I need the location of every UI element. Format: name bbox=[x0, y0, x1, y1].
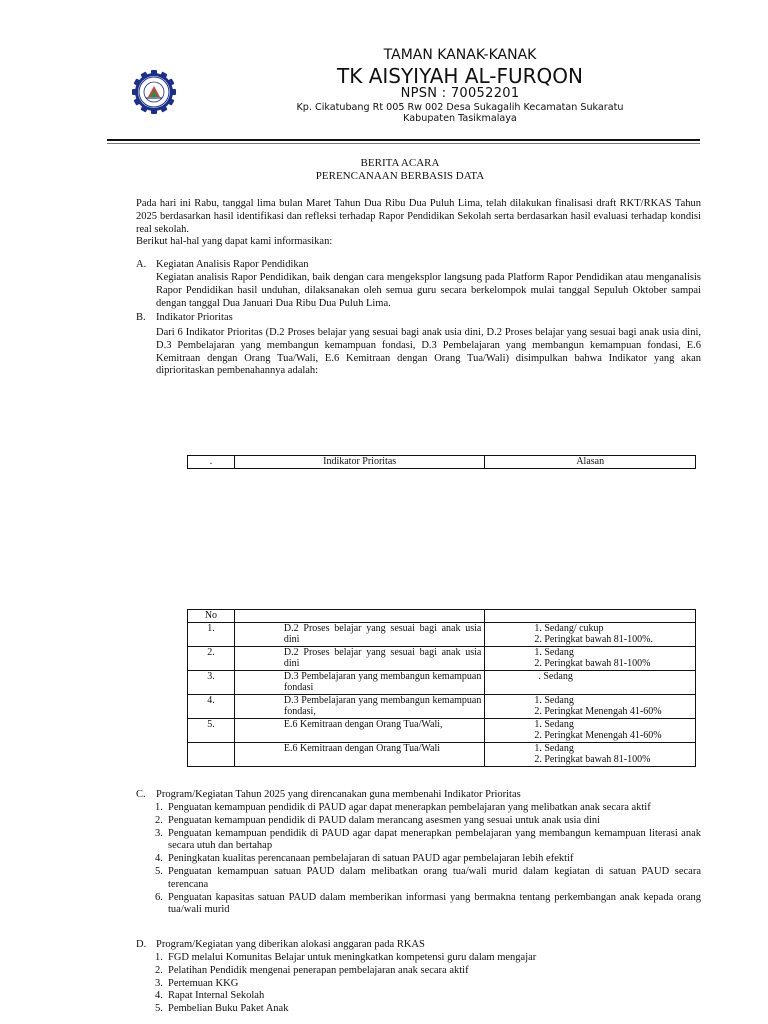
table-cell-reason bbox=[488, 695, 692, 718]
document-subtitle: PERENCANAAN BERBASIS DATA bbox=[315, 170, 485, 182]
list-item-number: 1. bbox=[155, 952, 163, 963]
section-a-title: Kegiatan Analisis Rapor Pendidikan bbox=[156, 259, 309, 270]
list-item-number: 2. bbox=[155, 814, 163, 826]
section-a-body: Kegiatan analisis Rapor Pendidikan, baik dengan cara mengeksplor langsung pada Platform Rapor Pendidikan atau menganalisis Rapor Pendidikan hasil unduhan, dilaksanakan oleh semua guru secara berkelompok mulai tanggal Sepuluh Oktober sampai dengan tanggal Dua Januari Dua Ribu Dua Puluh Lima. bbox=[156, 272, 701, 309]
list-item bbox=[155, 952, 701, 965]
list-item-number: 5. bbox=[155, 1003, 163, 1015]
list-item-text: Penguatan kemampuan pendidik di PAUD agar dapat menerapkan pembelajaran yang membangun kemampuan literasi anak secara utuh dan bertahap bbox=[168, 827, 701, 852]
table-row bbox=[188, 742, 696, 766]
reason-line: 2. Peringkat Menengah 41-60% bbox=[534, 730, 662, 741]
section-b-letter: B. bbox=[136, 312, 146, 323]
header-col-dot: . bbox=[188, 456, 235, 469]
table-row bbox=[188, 718, 696, 742]
list-item bbox=[155, 978, 701, 991]
reason-line: 2. Peringkat Menengah 41-60% bbox=[534, 706, 662, 717]
table-cell-no bbox=[188, 742, 235, 766]
list-item bbox=[155, 892, 701, 918]
table-row bbox=[188, 646, 696, 670]
reason-line: 1. Sedang bbox=[534, 742, 574, 754]
school-address-line2: Kabupaten Tasikmalaya bbox=[403, 113, 517, 124]
document-title: BERITA ACARA bbox=[360, 157, 440, 169]
list-item bbox=[155, 853, 701, 866]
section-c-letter: C. bbox=[136, 789, 146, 800]
table-cell-indicator: D.2 Proses belajar yang sesuai bagi anak usia dini bbox=[283, 622, 482, 645]
table-cell-reason bbox=[488, 623, 692, 646]
list-item-number: 5. bbox=[155, 865, 163, 877]
table-cell-no-header: No bbox=[188, 610, 235, 623]
list-item-text: Rapat Internal Sekolah bbox=[168, 990, 265, 1002]
section-b-body: Dari 6 Indikator Prioritas (D.2 Proses belajar yang sesuai bagi anak usia dini, D.2 Proses belajar yang sesuai bagi anak usia dini, D.3 Pembelajaran yang membangun kemampuan fondasi, D.3 Pembelajaran yang membangun kemampuan fondasi, E.6 Kemitraan dengan Orang Tua/Wali, E.6 Kemitraan dengan Orang Tua/Wali) disimpulkan bahwa Indikator yang akan diprioritaskan pembenahannya adalah: bbox=[156, 327, 701, 377]
table-cell-empty bbox=[485, 610, 696, 623]
header-divider-thin bbox=[107, 143, 700, 144]
table-row bbox=[188, 694, 696, 718]
table-cell-indicator: D.2 Proses belajar yang sesuai bagi anak usia dini bbox=[283, 646, 482, 669]
table-cell-no: 5. bbox=[188, 718, 235, 742]
table-cell-no: 1. bbox=[188, 622, 235, 646]
section-a-letter: A. bbox=[136, 259, 147, 270]
table-cell-reason bbox=[488, 743, 692, 766]
list-item-text: Pembelian Buku Paket Anak bbox=[168, 1003, 289, 1015]
reason-line: 1. Sedang bbox=[534, 694, 574, 706]
section-b-title: Indikator Prioritas bbox=[156, 312, 233, 323]
table-cell-no: 4. bbox=[188, 694, 235, 718]
list-item-text: Peningkatan kualitas perencanaan pembelajaran di satuan PAUD agar pembelajaran lebih efektif bbox=[168, 853, 574, 865]
section-d-list bbox=[155, 952, 701, 1016]
reason-line: 1. Sedang bbox=[534, 646, 574, 658]
list-item-number: 3. bbox=[155, 977, 163, 989]
list-item-text: Pelatihan Pendidik mengenai penerapan pembelajaran anak secara aktif bbox=[168, 964, 469, 976]
school-logo-icon bbox=[128, 66, 180, 118]
list-item bbox=[155, 815, 701, 828]
table-row bbox=[188, 622, 696, 646]
list-item-number: 4. bbox=[155, 853, 163, 865]
list-item-number: 4. bbox=[155, 990, 163, 1002]
section-d-title: Program/Kegiatan yang diberikan alokasi anggaran pada RKAS bbox=[156, 939, 425, 950]
list-item-text: Pertemuan KKG bbox=[168, 977, 239, 989]
list-item-text: Penguatan kemampuan pendidik di PAUD agar dapat menerapkan pembelajaran yang melibatkan anak secara aktif bbox=[168, 802, 651, 813]
section-d-heading bbox=[136, 939, 701, 952]
indicator-table bbox=[187, 609, 696, 767]
list-item-text: Penguatan kemampuan satuan PAUD dalam melibatkan orang tua/wali murid dalam kegiatan di satuan PAUD secara terencana bbox=[168, 865, 701, 890]
school-type: TAMAN KANAK-KANAK bbox=[383, 47, 537, 63]
reason-line: 1. Sedang/ cukup bbox=[534, 622, 604, 634]
table-cell-indicator: E.6 Kemitraan dengan Orang Tua/Wali, bbox=[283, 718, 443, 730]
list-item bbox=[155, 828, 701, 854]
intro-text: Pada hari ini Rabu, tanggal lima bulan Maret Tahun Dua Ribu Dua Puluh Lima, telah dilakukan finalisasi draft RKT/RKAS Tahun 2025 berdasarkan hasil identifikasi dan refleksi terhadap Rapor Pendidikan Sekolah serta berdasarkan hasil evaluasi terhadap kondisi real sekolah. bbox=[136, 198, 701, 235]
reason-line: 2. Peringkat bawah 81-100% bbox=[534, 658, 651, 669]
list-item bbox=[155, 1003, 701, 1016]
intro-followup: Berikut hal-hal yang dapat kami informasikan: bbox=[136, 236, 333, 248]
header-divider bbox=[107, 139, 700, 141]
list-item bbox=[155, 990, 701, 1003]
school-name: TK AISYIYAH AL-FURQON bbox=[337, 64, 583, 88]
list-item-text: Penguatan kemampuan pendidik di PAUD dalam merancang asesmen yang sesuai untuk anak usia dini bbox=[168, 814, 601, 826]
list-item-number: 2. bbox=[155, 964, 163, 976]
list-item bbox=[155, 802, 701, 815]
school-address-line1: Kp. Cikatubang Rt 005 Rw 002 Desa Sukagalih Kecamatan Sukaratu bbox=[296, 102, 624, 113]
table-cell-reason bbox=[488, 671, 692, 683]
table-cell-indicator: D.3 Pembelajaran yang membangun kemampuan fondasi bbox=[283, 670, 482, 693]
table-row bbox=[188, 610, 696, 623]
table-row bbox=[188, 670, 696, 694]
table-cell-indicator: D.3 Pembelajaran yang membangun kemampuan fondasi, bbox=[283, 694, 482, 717]
section-c-list bbox=[155, 802, 701, 917]
table-cell-empty bbox=[234, 610, 484, 623]
list-item-text: FGD melalui Komunitas Belajar untuk meningkatkan kompetensi guru dalam mengajar bbox=[168, 952, 537, 963]
reason-line: . Sedang bbox=[538, 670, 573, 682]
reason-line: 1. Sedang bbox=[534, 718, 574, 730]
list-item bbox=[155, 965, 701, 978]
list-item-text: Penguatan kapasitas satuan PAUD dalam memberikan informasi yang bermakna tentang perkembangan anak kepada orang tua/wali murid bbox=[168, 891, 701, 916]
table-cell-reason bbox=[488, 647, 692, 670]
school-npsn: NPSN : 70052201 bbox=[400, 86, 520, 101]
section-a-heading bbox=[136, 259, 701, 272]
section-c-heading bbox=[136, 789, 701, 802]
section-d-letter: D. bbox=[136, 939, 147, 950]
section-b-heading bbox=[136, 312, 701, 325]
list-item-number: 3. bbox=[155, 827, 163, 839]
table-cell-no: 2. bbox=[188, 646, 235, 670]
table-cell-indicator: E.6 Kemitraan dengan Orang Tua/Wali bbox=[283, 742, 440, 754]
section-c-title: Program/Kegiatan Tahun 2025 yang direncanakan guna membenahi Indikator Prioritas bbox=[156, 789, 521, 800]
intro-paragraph bbox=[136, 198, 701, 249]
table-header-row bbox=[188, 456, 696, 469]
reason-line: 2. Peringkat bawah 81-100%. bbox=[534, 634, 653, 645]
list-item bbox=[155, 866, 701, 892]
indicator-table-header bbox=[187, 455, 696, 469]
table-cell-reason bbox=[488, 719, 692, 742]
header-col-indicator: Indikator Prioritas bbox=[234, 456, 485, 469]
reason-line: 2. Peringkat bawah 81-100% bbox=[534, 754, 651, 765]
list-item-number: 6. bbox=[155, 891, 163, 903]
table-cell-no: 3. bbox=[188, 670, 235, 694]
list-item-number: 1. bbox=[155, 802, 163, 813]
header-col-reason: Alasan bbox=[485, 456, 696, 469]
